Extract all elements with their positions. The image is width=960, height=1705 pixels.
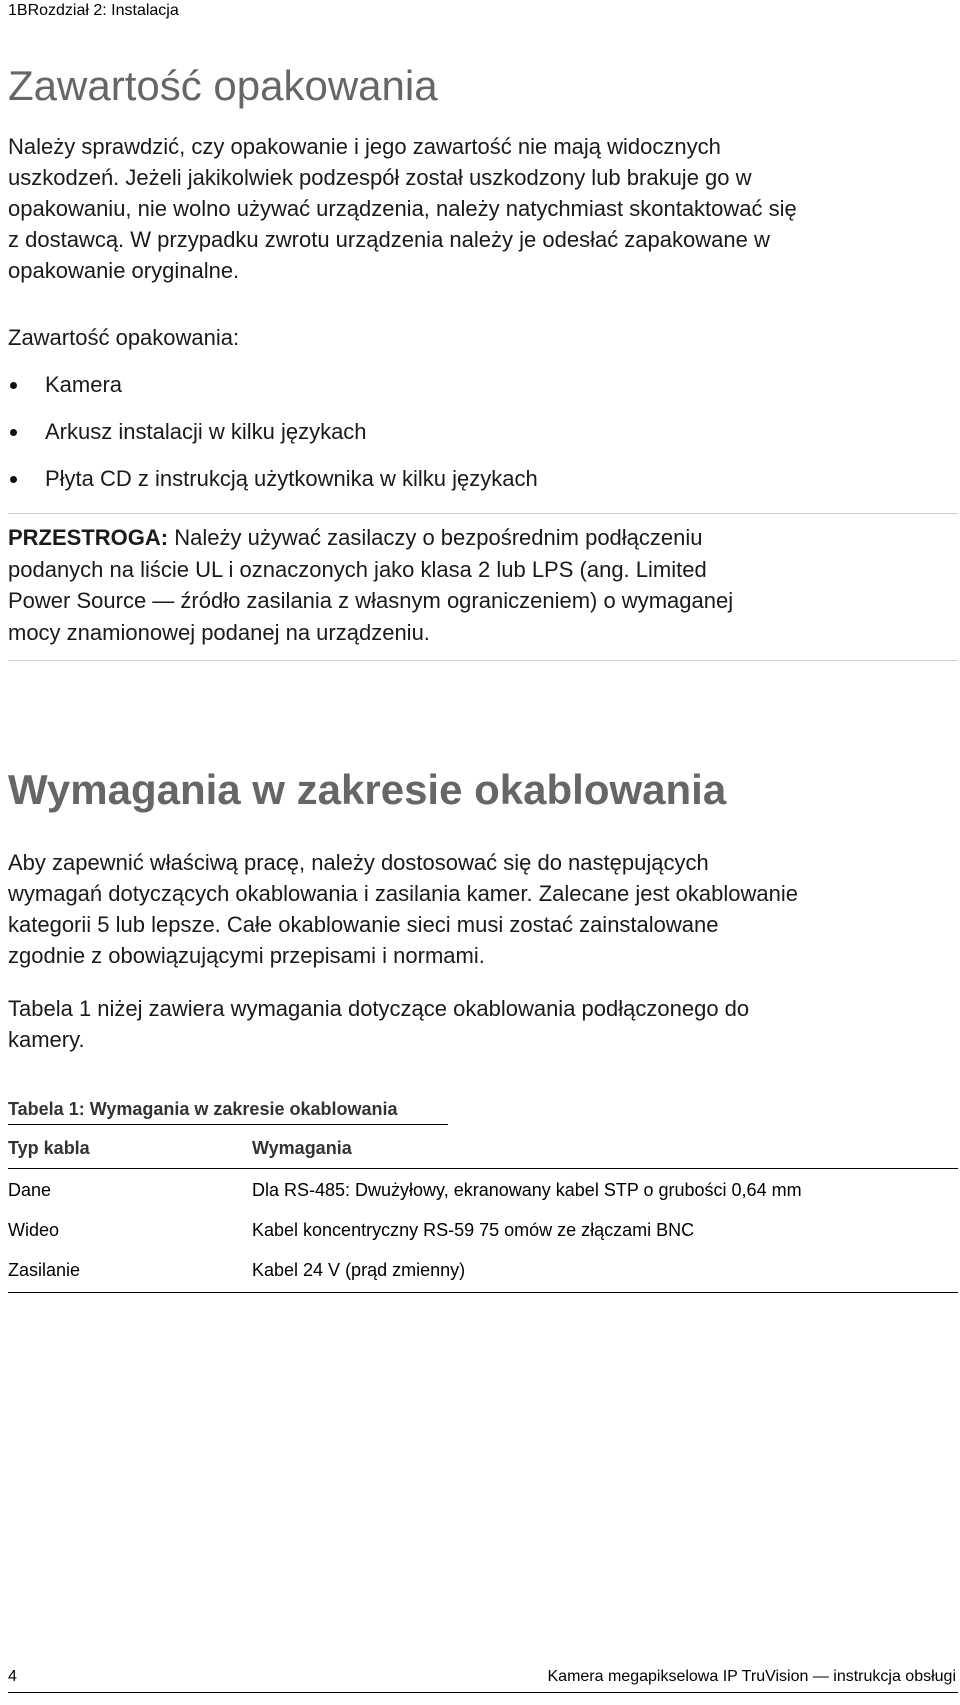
- page-number: 4: [8, 1668, 17, 1685]
- paragraph-line: opakowanie oryginalne.: [8, 258, 240, 283]
- contents-label: Zawartość opakowania:: [8, 325, 240, 350]
- paragraph-line: kamery.: [8, 1027, 85, 1052]
- package-contents-paragraph: [8, 131, 958, 286]
- divider: [8, 513, 958, 514]
- paragraph-line: wymagań dotyczących okablowania i zasilania kamer. Zalecane jest okablowanie: [8, 881, 798, 906]
- table-cell-cable-type: Zasilanie: [8, 1260, 81, 1280]
- section-title-package-contents: Zawartość opakowania: [8, 62, 438, 109]
- caution-line: mocy znamionowej podanej na urządzeniu.: [8, 619, 430, 645]
- table-caption: Tabela 1: Wymagania w zakresie okablowania: [8, 1099, 398, 1119]
- bullet-icon: [10, 476, 17, 483]
- paragraph-line: Aby zapewnić właściwą pracę, należy dostosować się do następujących: [8, 850, 709, 875]
- table-header-requirements: Wymagania: [252, 1138, 352, 1158]
- caution-line: podanych na liście UL i oznaczonych jako klasa 2 lub LPS (ang. Limited: [8, 556, 707, 582]
- paragraph-line: kategorii 5 lub lepsze. Całe okablowanie sieci musi zostać zainstalowane: [8, 912, 719, 937]
- caption-rule: [8, 1124, 448, 1125]
- list-item-text: Płyta CD z instrukcją użytkownika w kilku językach: [45, 466, 538, 491]
- footer-rule: [8, 1692, 958, 1693]
- caution-line: Power Source — źródło zasilania z własnym ograniczeniem) o wymaganej: [8, 588, 734, 613]
- paragraph-line: Tabela 1 niżej zawiera wymagania dotyczące okablowania podłączonego do: [8, 996, 750, 1021]
- running-head: 1BRozdział 2: Instalacja: [8, 2, 179, 19]
- bullet-icon: [10, 429, 17, 436]
- section-title-cabling-requirements: Wymagania w zakresie okablowania: [8, 766, 727, 813]
- table-cell-requirement: Kabel 24 V (prąd zmienny): [252, 1260, 466, 1280]
- paragraph-line: Należy sprawdzić, czy opakowanie i jego zawartość nie mają widocznych: [8, 134, 721, 159]
- caution-line: Należy używać zasilaczy o bezpośrednim podłączeniu: [174, 525, 703, 550]
- table-cell-requirement: Kabel koncentryczny RS-59 75 omów ze złączami BNC: [252, 1220, 695, 1240]
- paragraph-line: uszkodzeń. Jeżeli jakikolwiek podzespół został uszkodzony lub brakuje go w: [8, 165, 752, 190]
- caution-label: PRZESTROGA:: [8, 525, 169, 550]
- caution-note: [8, 522, 958, 648]
- bullet-icon: [10, 382, 17, 389]
- list-item-text: Kamera: [45, 372, 123, 397]
- paragraph-line: z dostawcą. W przypadku zwrotu urządzenia należy je odesłać zapakowane w: [8, 227, 770, 252]
- table-cell-cable-type: Wideo: [8, 1220, 60, 1240]
- footer-doc-title: Kamera megapikselowa IP TruVision — instrukcja obsługi: [547, 1668, 956, 1685]
- table-cell-requirement: Dla RS-485: Dwużyłowy, ekranowany kabel STP o grubości 0,64 mm: [252, 1180, 802, 1200]
- table-header-rule: [8, 1168, 958, 1169]
- table-bottom-rule: [8, 1292, 958, 1293]
- table-cell-cable-type: Dane: [8, 1180, 52, 1200]
- paragraph-line: zgodnie z obowiązującymi przepisami i normami.: [8, 943, 485, 968]
- cabling-paragraph: [8, 847, 958, 971]
- list-item-text: Arkusz instalacji w kilku językach: [45, 419, 367, 444]
- table-reference-paragraph: [8, 993, 958, 1055]
- divider: [8, 660, 958, 661]
- table-header-cable-type: Typ kabla: [8, 1138, 90, 1158]
- paragraph-line: opakowaniu, nie wolno używać urządzenia, należy natychmiast skontaktować się: [8, 196, 797, 221]
